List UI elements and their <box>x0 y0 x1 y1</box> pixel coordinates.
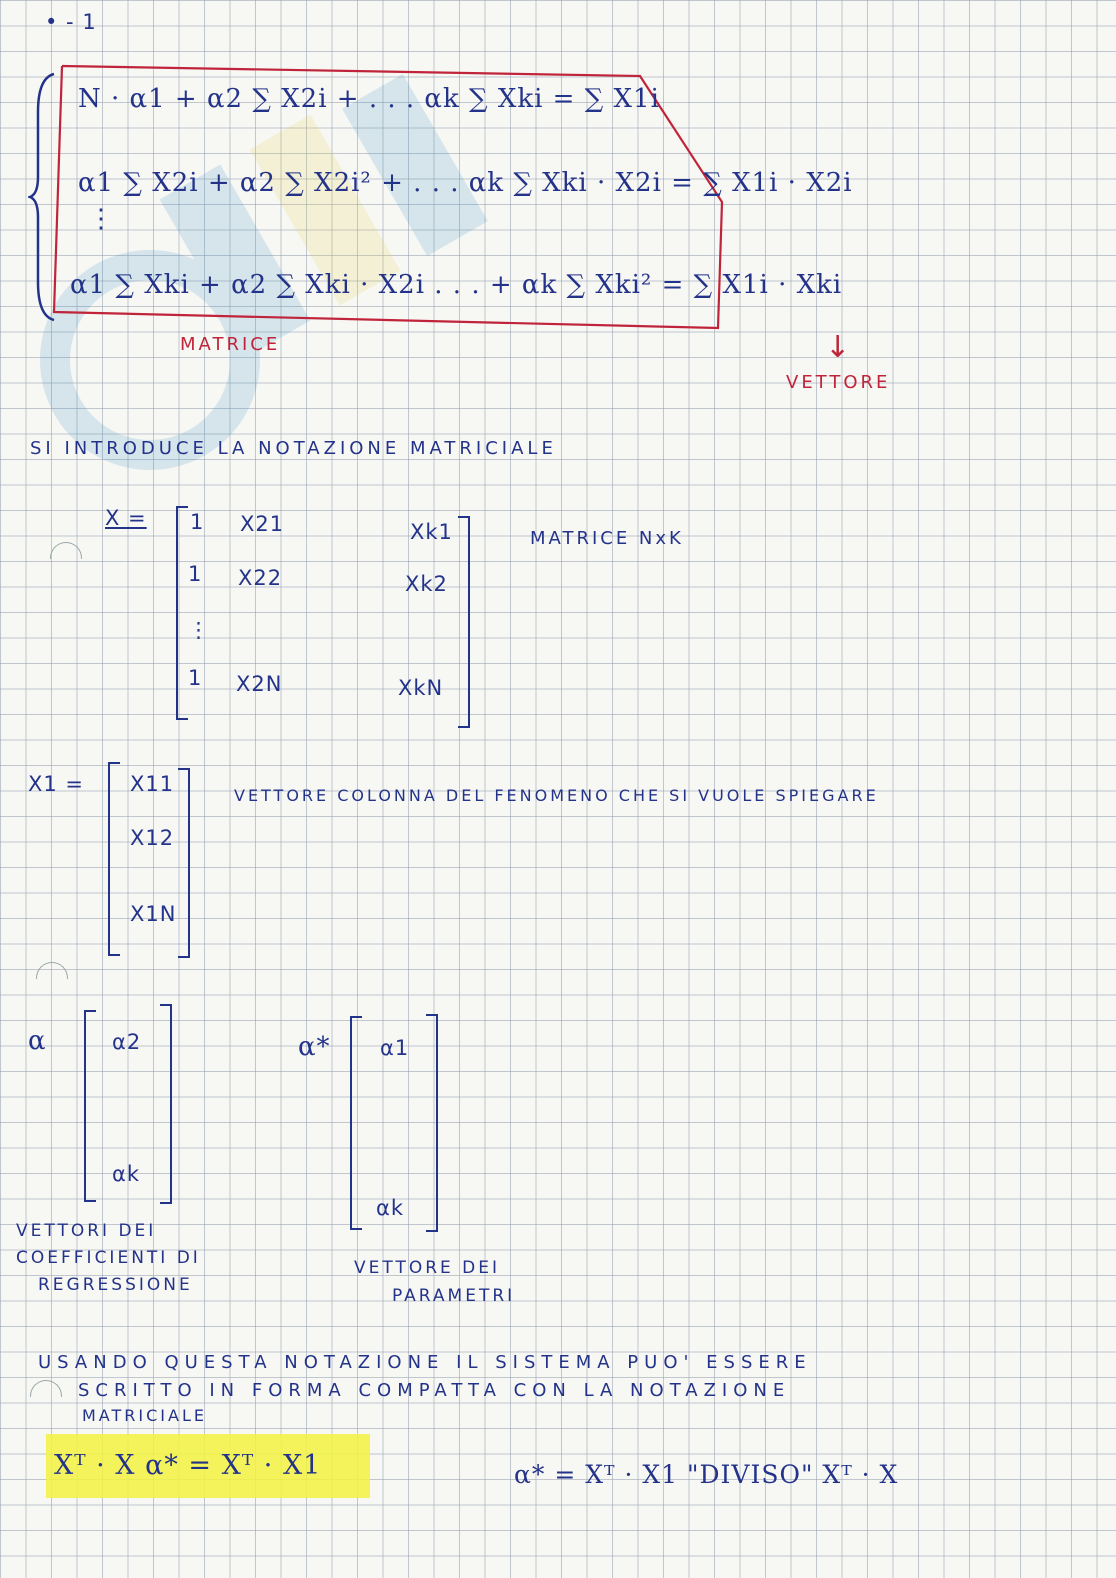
matrix-x-label: MATRICE NxK <box>530 528 684 549</box>
conclusion-line-1: USANDO QUESTA NOTAZIONE IL SISTEMA PUO' ESSERE <box>38 1352 812 1373</box>
vector-x1-cell: X11 <box>130 772 175 796</box>
system-equation-1: N · α1 + α2 ∑ X2i + . . . αk ∑ Xki = ∑ X1i <box>78 84 660 114</box>
system-dots: ⋮ <box>88 204 115 234</box>
vector-alpha-star-top: α1 <box>380 1036 410 1060</box>
vector-x1-left-bracket <box>108 762 120 956</box>
vector-alpha-star-label <box>354 1254 515 1310</box>
matrix-cell: 1 <box>188 562 203 586</box>
vector-alpha-left-bracket <box>84 1010 96 1202</box>
vector-alpha-label <box>16 1218 201 1299</box>
matrix-cell: Xk1 <box>410 520 453 544</box>
binder-hole <box>36 962 68 979</box>
label-line: VETTORI DEI <box>16 1221 157 1241</box>
matrix-cell: X22 <box>238 566 283 590</box>
vector-alpha-star-name: α* <box>298 1032 331 1062</box>
matrix-cell: Xk2 <box>405 572 448 596</box>
label-line: COEFFICIENTI DI <box>16 1248 201 1268</box>
matrix-cell: 1 <box>190 510 205 534</box>
vector-alpha-star-bottom: αk <box>376 1196 405 1220</box>
vector-alpha-bottom: αk <box>112 1162 141 1186</box>
label-line: PARAMETRI <box>392 1286 516 1306</box>
vector-alpha-star-right-bracket <box>426 1014 438 1232</box>
binder-hole <box>30 1380 62 1397</box>
vector-alpha-name: α <box>28 1026 47 1056</box>
page-number: • - 1 <box>45 10 97 34</box>
vector-alpha-star-left-bracket <box>350 1016 362 1230</box>
formula-result: α* = Xᵀ · X1 "DIVISO" Xᵀ · X <box>514 1460 899 1489</box>
vector-x1-label: VETTORE COLONNA DEL FENOMENO CHE SI VUOLE SPIEGARE <box>234 786 879 805</box>
vector-label: VETTORE <box>786 372 891 393</box>
label-line: VETTORE DEI <box>354 1258 501 1278</box>
system-equation-3: α1 ∑ Xki + α2 ∑ Xki · X2i . . . + αk ∑ Xki² = ∑ X1i · Xki <box>70 270 843 300</box>
vector-alpha-top: α2 <box>112 1030 142 1054</box>
matrix-cell: X21 <box>240 512 285 536</box>
intro-heading: SI INTRODUCE LA NOTAZIONE MATRICIALE <box>30 438 557 459</box>
matrix-x-left-bracket <box>176 506 188 720</box>
matrix-cell: 1 <box>188 666 203 690</box>
system-equation-2: α1 ∑ X2i + α2 ∑ X2i² + . . . αk ∑ Xki · X2i = ∑ X1i · X2i <box>78 168 853 198</box>
conclusion-line-2: SCRITTO IN FORMA COMPATTA CON LA NOTAZIONE <box>78 1380 791 1401</box>
vector-x1-name: X1 = <box>28 772 85 796</box>
matrix-x-right-bracket <box>458 516 470 728</box>
formula-highlighted: Xᵀ · X α* = Xᵀ · X1 <box>54 1450 322 1481</box>
matrix-cell: ⋮ <box>188 618 210 642</box>
vector-alpha-right-bracket <box>160 1004 172 1204</box>
vector-x1-cell: X1N <box>130 902 177 926</box>
label-line: REGRESSIONE <box>38 1275 193 1295</box>
matrix-cell: X2N <box>236 672 283 696</box>
binder-hole <box>50 542 82 559</box>
matrix-x-name: X = <box>105 506 147 530</box>
matrix-label: MATRICE <box>180 334 281 355</box>
down-arrow-icon: ↓ <box>825 330 852 365</box>
conclusion-line-3: MATRICIALE <box>82 1406 207 1425</box>
vector-x1-cell: X12 <box>130 826 175 850</box>
vector-x1-right-bracket <box>178 768 190 958</box>
matrix-cell: XkN <box>398 676 444 700</box>
